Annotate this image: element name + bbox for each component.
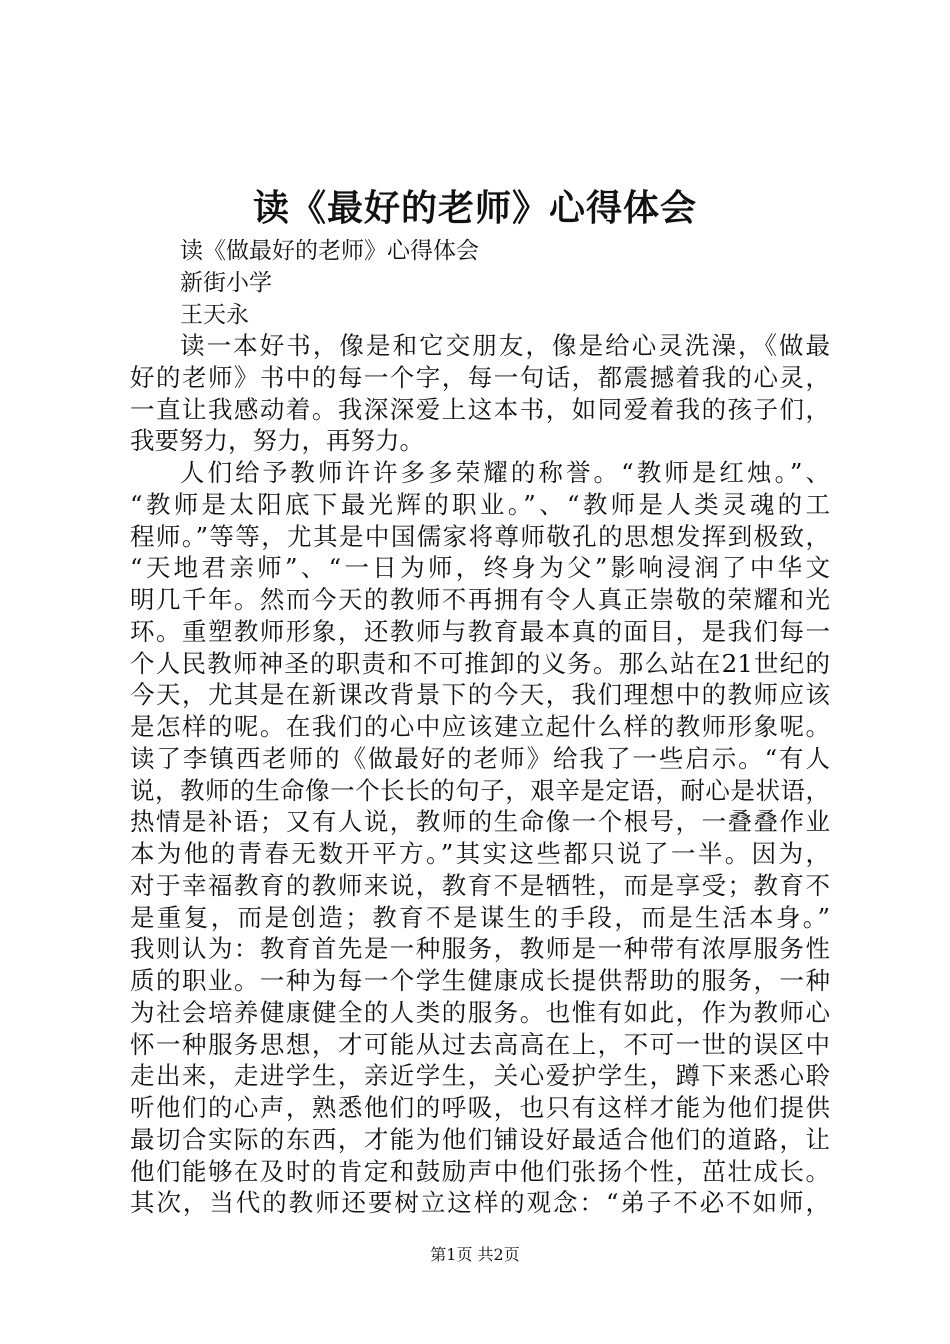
paragraph-line: 热情是补语；又有人说，教师的生命像一个根号，一叠叠作业 (130, 807, 830, 837)
paragraph-line: 其次，当代的教师还要树立这样的观念：“弟子不必不如师， (130, 1188, 830, 1218)
paragraph-line: 为社会培养健康健全的人类的服务。也惟有如此，作为教师心 (130, 997, 830, 1027)
paragraph-line: 最切合实际的东西，才能为他们铺设好最适合他们的道路，让 (130, 1124, 830, 1154)
author-name: 王天永 (180, 302, 249, 328)
paragraph-line: 读一本好书，像是和它交朋友，像是给心灵洗澡，《做最 (180, 331, 830, 360)
paragraph-line: 是怎样的呢。在我们的心中应该建立起什么样的教师形象呢。 (130, 712, 830, 741)
paragraph-line: 读了李镇西老师的《做最好的老师》给我了一些启示。“有人 (130, 743, 830, 773)
paragraph-line: 一直让我感动着。我深深爱上这本书，如同爱着我的孩子们， (130, 394, 830, 424)
paragraph (130, 330, 830, 457)
paragraph-line: 我则认为：教育首先是一种服务，教师是一种带有浓厚服务性 (130, 934, 830, 964)
paragraph-line: 个人民教师神圣的职责和不可推卸的义务。那么站在21世纪的 (130, 648, 830, 678)
paragraph-line: 对于幸福教育的教师来说，教育不是牺牲，而是享受；教育不 (130, 870, 830, 900)
paragraph-line: 本为他的青春无数开平方。”其实这些都只说了一半。因为， (130, 839, 830, 868)
paragraph-line: “教师是太阳底下最光辉的职业。”、“教师是人类灵魂的工 (130, 489, 830, 519)
document-title: 读《最好的老师》心得体会 (252, 187, 697, 229)
school-name: 新街小学 (180, 270, 272, 296)
paragraph-line: 环。重塑教师形象，还教师与教育最本真的面目，是我们每一 (130, 616, 830, 646)
paragraph-line: “天地君亲师”、“一日为师，终身为父”影响浸润了中华文 (130, 553, 830, 583)
paragraph-line: 今天，尤其是在新课改背景下的今天，我们理想中的教师应该 (130, 680, 830, 710)
paragraph-line: 听他们的心声，熟悉他们的呼吸，也只有这样才能为他们提供 (130, 1093, 830, 1122)
paragraph-line: 我要努力，努力，再努力。 (130, 426, 424, 456)
paragraph-line: 说，教师的生命像一个长长的句子，艰辛是定语，耐心是状语， (130, 775, 830, 805)
document-subtitle: 读《做最好的老师》心得体会 (180, 238, 479, 264)
paragraph-line: 质的职业。一种为每一个学生健康成长提供帮助的服务，一种 (130, 966, 830, 995)
paragraph-line: 程师。”等等，尤其是中国儒家将尊师敬孔的思想发挥到极致， (130, 521, 830, 551)
paragraph-line: 是重复，而是创造；教育不是谋生的手段，而是生活本身。” (130, 902, 830, 932)
document-body (130, 330, 830, 1219)
paragraph-line: 他们能够在及时的肯定和鼓励声中他们张扬个性，茁壮成长。 (130, 1156, 830, 1186)
paragraph-line: 怀一种服务思想，才可能从过去高高在上，不可一世的误区中 (130, 1029, 830, 1059)
paragraph-line: 明几千年。然而今天的教师不再拥有令人真正崇敬的荣耀和光 (130, 585, 830, 614)
paragraph-line: 走出来，走进学生，亲近学生，关心爱护学生，蹲下来悉心聆 (130, 1061, 830, 1091)
page-number: 第1页 共2页 (430, 1245, 520, 1264)
paragraph-line: 人们给予教师许许多多荣耀的称誉。“教师是红烛。”、 (180, 458, 830, 487)
paragraph (130, 457, 830, 1219)
paragraph-line: 好的老师》书中的每一个字，每一句话，都震撼着我的心灵， (130, 362, 830, 392)
